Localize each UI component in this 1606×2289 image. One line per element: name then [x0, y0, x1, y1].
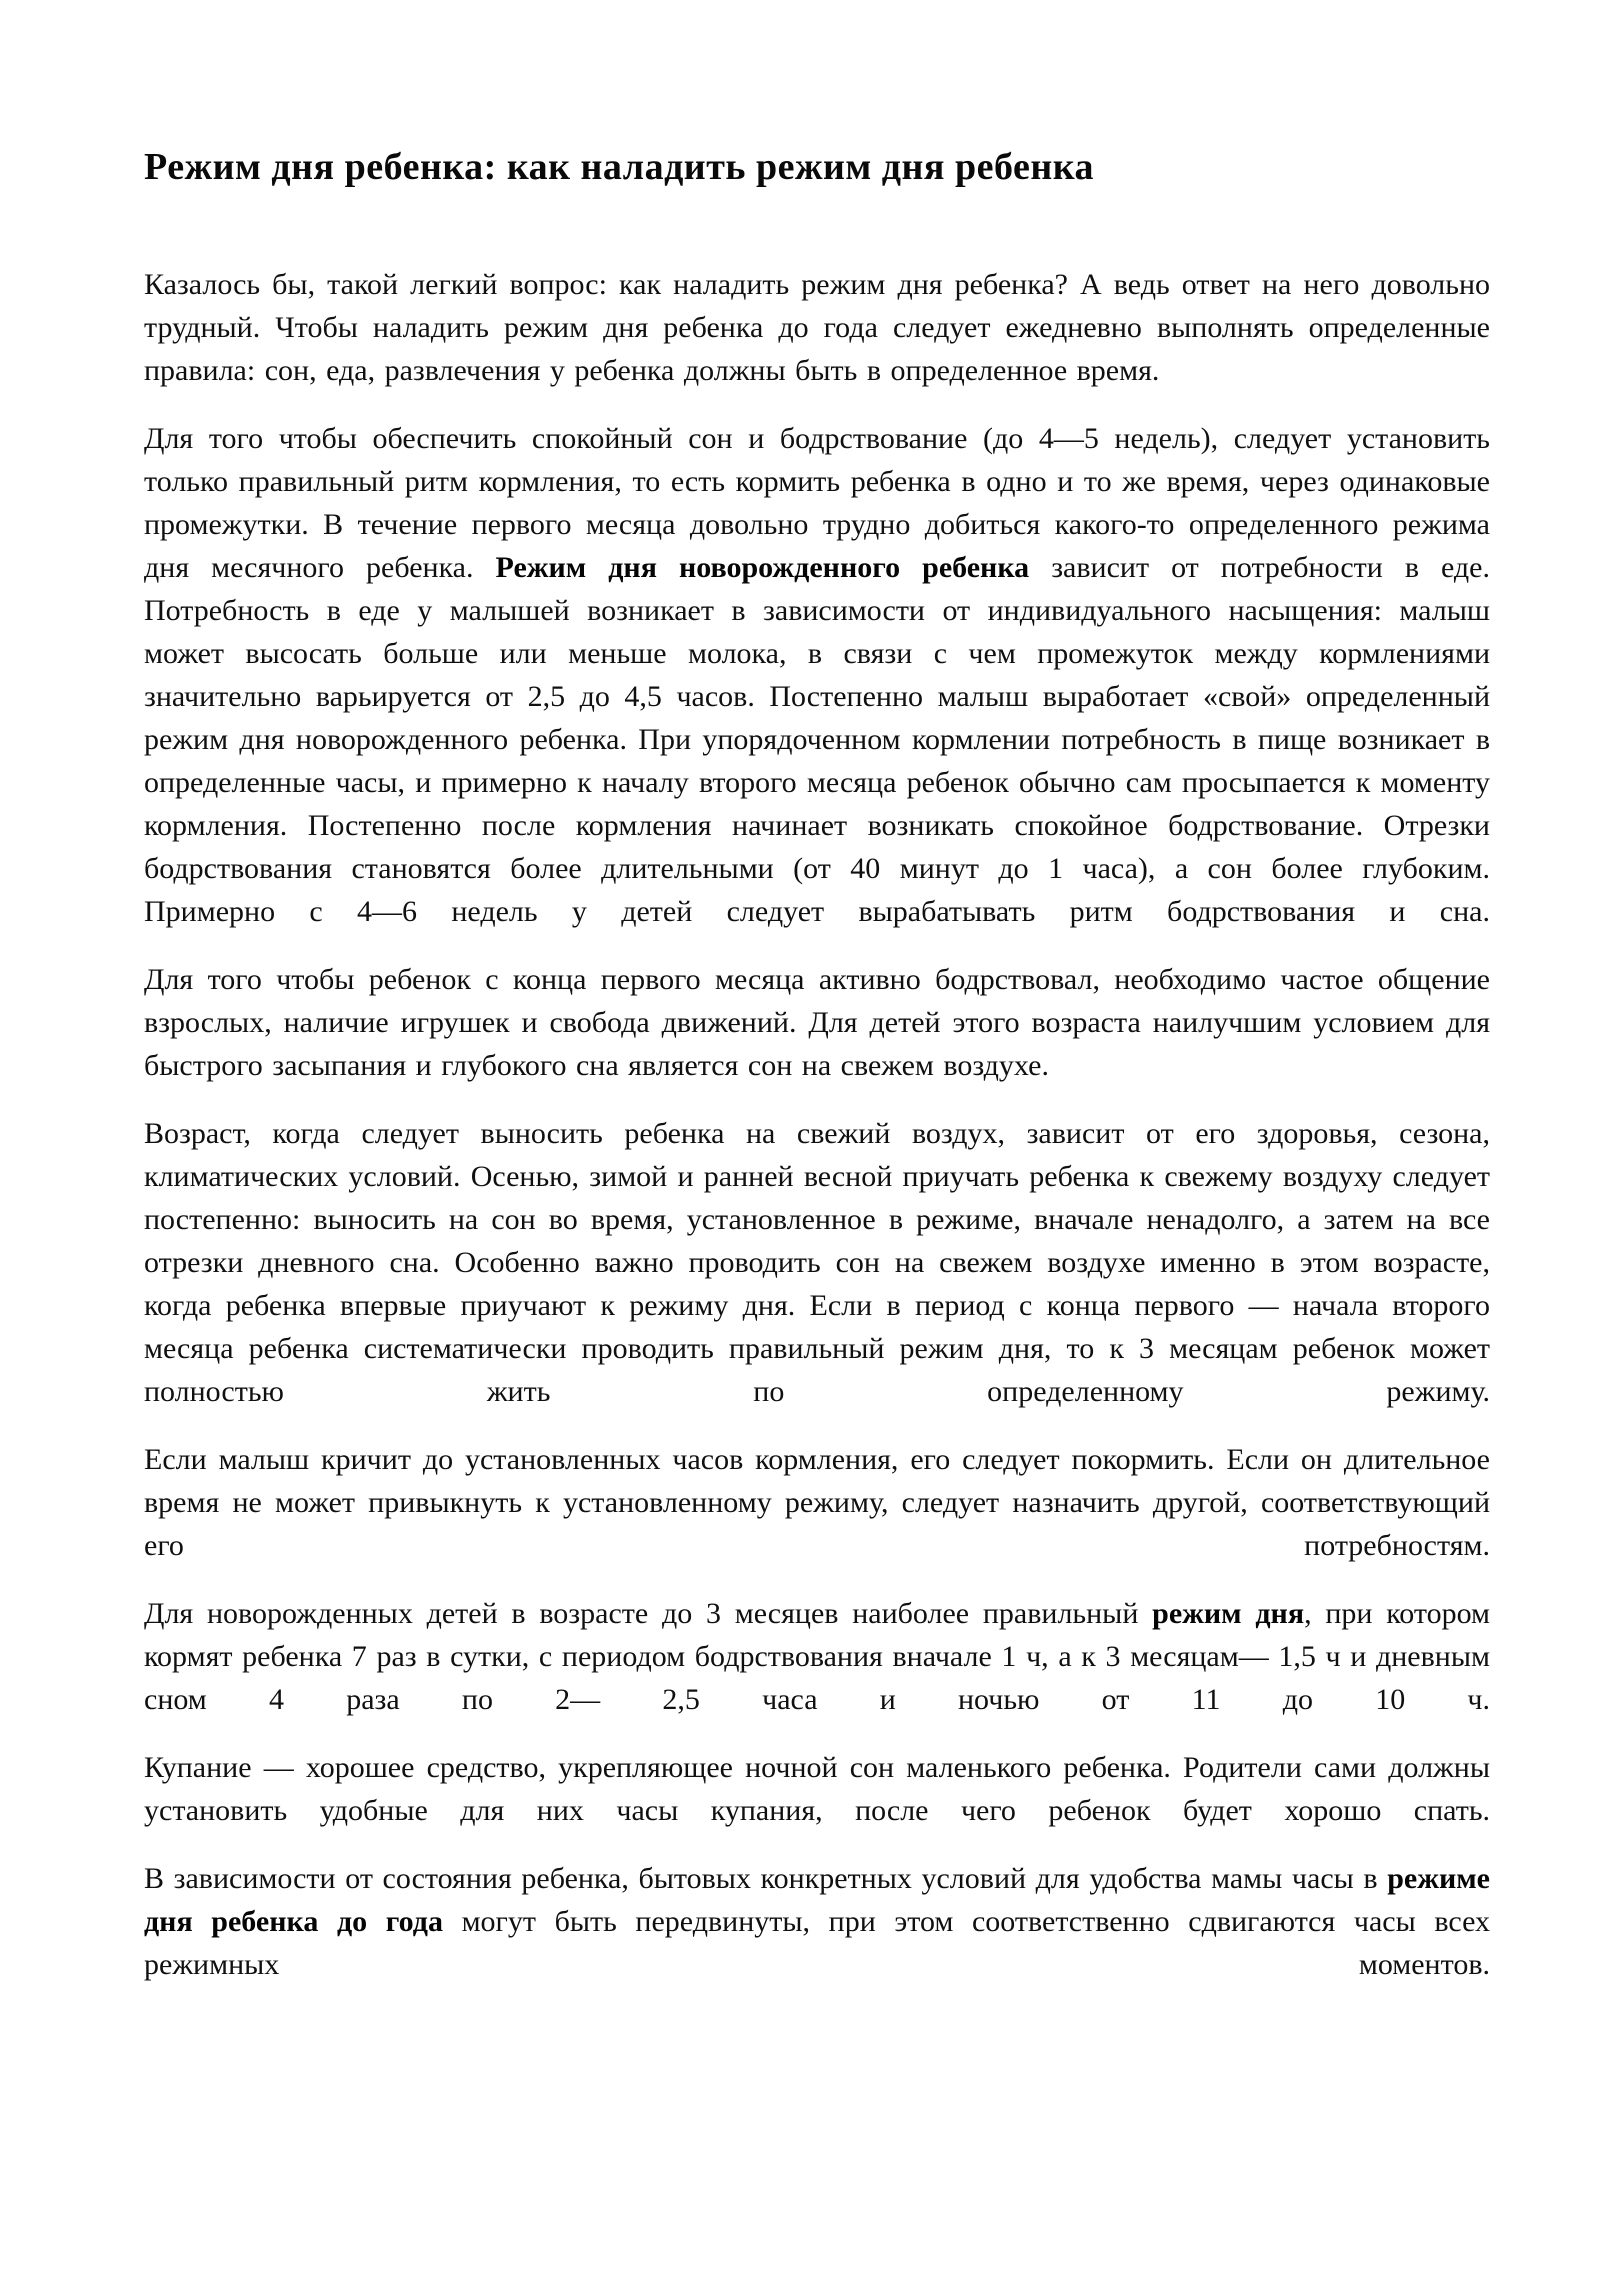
- text-run: Купание — хорошее средство, укрепляющее ночной сон маленького ребенка. Родители сами должны установить удобные для них часы купания, после чего ребенок будет хорошо спать.: [144, 1751, 1490, 1827]
- paragraph-7: [144, 1746, 1490, 1832]
- text-run: Если малыш кричит до установленных часов кормления, его следует покормить. Если он длительное время не может привыкнуть к установленному режиму, следует назначить другой, соответствующий его потребностям.: [144, 1443, 1490, 1562]
- text-run: Для новорожденных детей в возрасте до 3 месяцев наиболее правильный: [144, 1597, 1153, 1630]
- bold-text-run: Режим дня новорожденного ребенка: [495, 551, 1030, 584]
- bold-text-run: режиме дня ребенка до года: [144, 1862, 1490, 1938]
- bold-text-run: режим дня: [1152, 1597, 1305, 1630]
- text-run: могут быть передвинуты, при этом соответственно сдвигаются часы всех режимных моментов.: [144, 1905, 1490, 1981]
- paragraph-2: [144, 417, 1490, 933]
- text-run: Казалось бы, такой легкий вопрос: как наладить режим дня ребенка? А ведь ответ на него довольно трудный. Чтобы наладить режим дня ребенка до года следует ежедневно выполнять определенные правила: сон, еда, развлечения у ребенка должны быть в определенное время.: [144, 268, 1490, 387]
- text-run: Для того чтобы обеспечить спокойный сон и бодрствование (до 4—5 недель), следует установить только правильный ритм кормления, то есть кормить ребенка в одно и то же время, через одинаковые промежутки. В течение первого месяца довольно трудно добиться какого-то определенного режима дня месячного ребенка.: [144, 422, 1490, 584]
- text-run: Возраст, когда следует выносить ребенка на свежий воздух, зависит от его здоровья, сезона, климатических условий. Осенью, зимой и ранней весной приучать ребенка к свежему воздуху следует постепенно: выносить на сон во время, установленное в режиме, вначале ненадолго, а затем на все отрезки дневного сна. Особенно важно проводить сон на свежем воздухе именно в этом возрасте, когда ребенка впервые приучают к режиму дня. Если в период с конца первого — начала второго месяца ребенка систематически проводить правильный режим дня, то к 3 месяцам ребенок может полностью жить по определенному режиму.: [144, 1117, 1490, 1408]
- paragraph-6: [144, 1592, 1490, 1721]
- text-run: В зависимости от состояния ребенка, бытовых конкретных условий для удобства мамы часы в: [144, 1862, 1388, 1895]
- paragraph-1: [144, 263, 1490, 392]
- text-run: Для того чтобы ребенок с конца первого месяца активно бодрствовал, необходимо частое общение взрослых, наличие игрушек и свобода движений. Для детей этого возраста наилучшим условием для быстрого засыпания и глубокого сна является сон на свежем воздухе.: [144, 963, 1490, 1082]
- paragraph-8: [144, 1857, 1490, 1986]
- text-run: зависит от потребности в еде. Потребность в еде у малышей возникает в зависимости от индивидуального насыщения: малыш может высосать больше или меньше молока, в связи с чем промежуток между кормлениями значительно варьируется от 2,5 до 4,5 часов. Постепенно малыш выработает «свой» определенный режим дня новорожденного ребенка. При упорядоченном кормлении потребность в пище возникает в определенные часы, и примерно к началу второго месяца ребенок обычно сам просыпается к моменту кормления. Постепенно после кормления начинает возникать спокойное бодрствование. Отрезки бодрствования становятся более длительными (от 40 минут до 1 часа), а сон более глубоким. Примерно с 4—6 недель у детей следует вырабатывать ритм бодрствования и сна.: [144, 551, 1490, 928]
- document-body: [144, 263, 1490, 1986]
- text-run: , при котором кормят ребенка 7 раз в сутки, с периодом бодрствования вначале 1 ч, а к 3 месяцам— 1,5 ч и дневным сном 4 раза по 2— 2,5 часа и ночью от 11 до 10 ч.: [144, 1597, 1490, 1716]
- paragraph-3: [144, 958, 1490, 1087]
- paragraph-5: [144, 1438, 1490, 1567]
- paragraph-4: [144, 1112, 1490, 1413]
- document-title: Режим дня ребенка: как наладить режим дня ребенка: [144, 146, 1095, 188]
